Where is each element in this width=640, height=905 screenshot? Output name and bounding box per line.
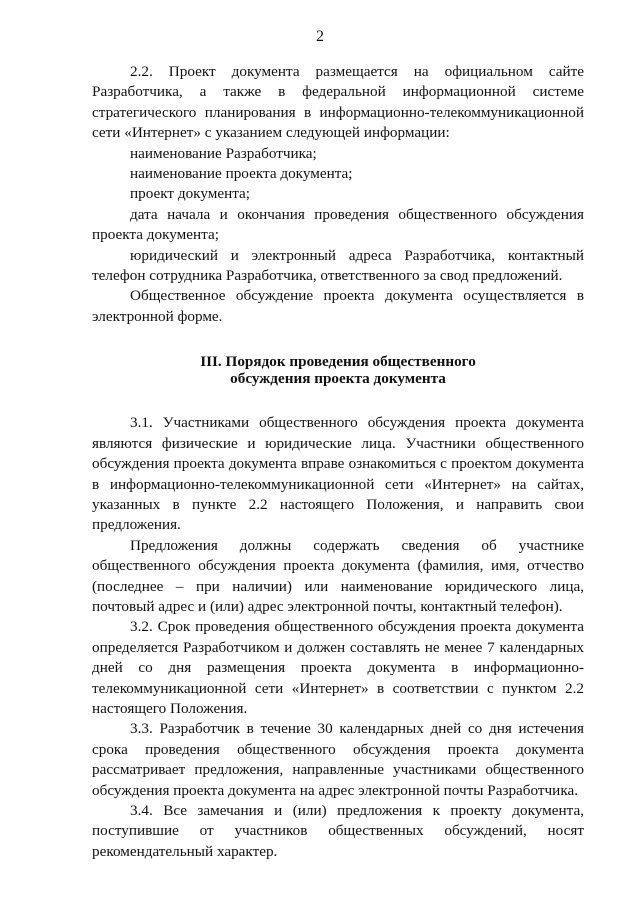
paragraph-3-2: 3.2. Срок проведения общественного обсуждения проекта документа определяется Разработчиком и должен составлять не менее 7 календарных дней со дня размещения проекта документа в информационно-телекоммуникационной сети «Интернет» в соответствии с пунктом 2.2 настоящего Положения.	[92, 618, 584, 717]
list-item: юридический и электронный адреса Разработчика, контактный телефон сотрудника Разработчика, ответственного за свод предложений.	[92, 246, 584, 285]
section-3-heading-line2: обсуждения проекта документа	[230, 370, 446, 388]
list-item: дата начала и окончания проведения общественного обсуждения проекта документа;	[92, 205, 584, 244]
page-number: 2	[316, 28, 324, 45]
paragraph-electronic-form: Общественное обсуждение проекта документа осуществляется в электронной форме.	[92, 287, 584, 325]
paragraph-3-3: 3.3. Разработчик в течение 30 календарных дней со дня истечения срока проведения общественного обсуждения проекта документа рассматривает предложения, направленные участниками общественного обсуждения проекта документа на адрес электронной почты Разработчика.	[92, 720, 584, 799]
list-item: наименование Разработчика;	[130, 144, 317, 162]
paragraph-3-1: 3.1. Участниками общественного обсуждения проекта документа являются физические и юридические лица. Участники общественного обсуждения проекта документа вправе ознакомиться с проектом документа в информационно-телекоммуникационной сети «Интернет» на сайтах, указанных в пункте 2.2 настоящего Положения, и направить свои предложения.	[92, 414, 584, 534]
paragraph-2-2: 2.2. Проект документа размещается на официальном сайте Разработчика, а также в федеральной информационной системе стратегического планирования в информационно-телекоммуникационной сети «Интернет» с указанием следующей информации:	[92, 63, 584, 142]
list-item: проект документа;	[130, 185, 250, 203]
list-item: наименование проекта документа;	[130, 165, 353, 183]
section-3-heading-line1: III. Порядок проведения общественного	[200, 353, 476, 371]
section-3-heading	[92, 353, 584, 387]
document-body	[92, 62, 584, 862]
paragraph-proposals: Предложения должны содержать сведения об участнике общественного обсуждения проекта документа (фамилия, имя, отчество (последнее – при наличии) или наименование юридического лица, почтовый адрес и (или) адрес электронной почты, контактный телефон).	[92, 536, 584, 615]
paragraph-3-4: 3.4. Все замечания и (или) предложения к проекту документа, поступившие от участников общественных обсуждений, носят рекомендательный характер.	[92, 802, 584, 860]
